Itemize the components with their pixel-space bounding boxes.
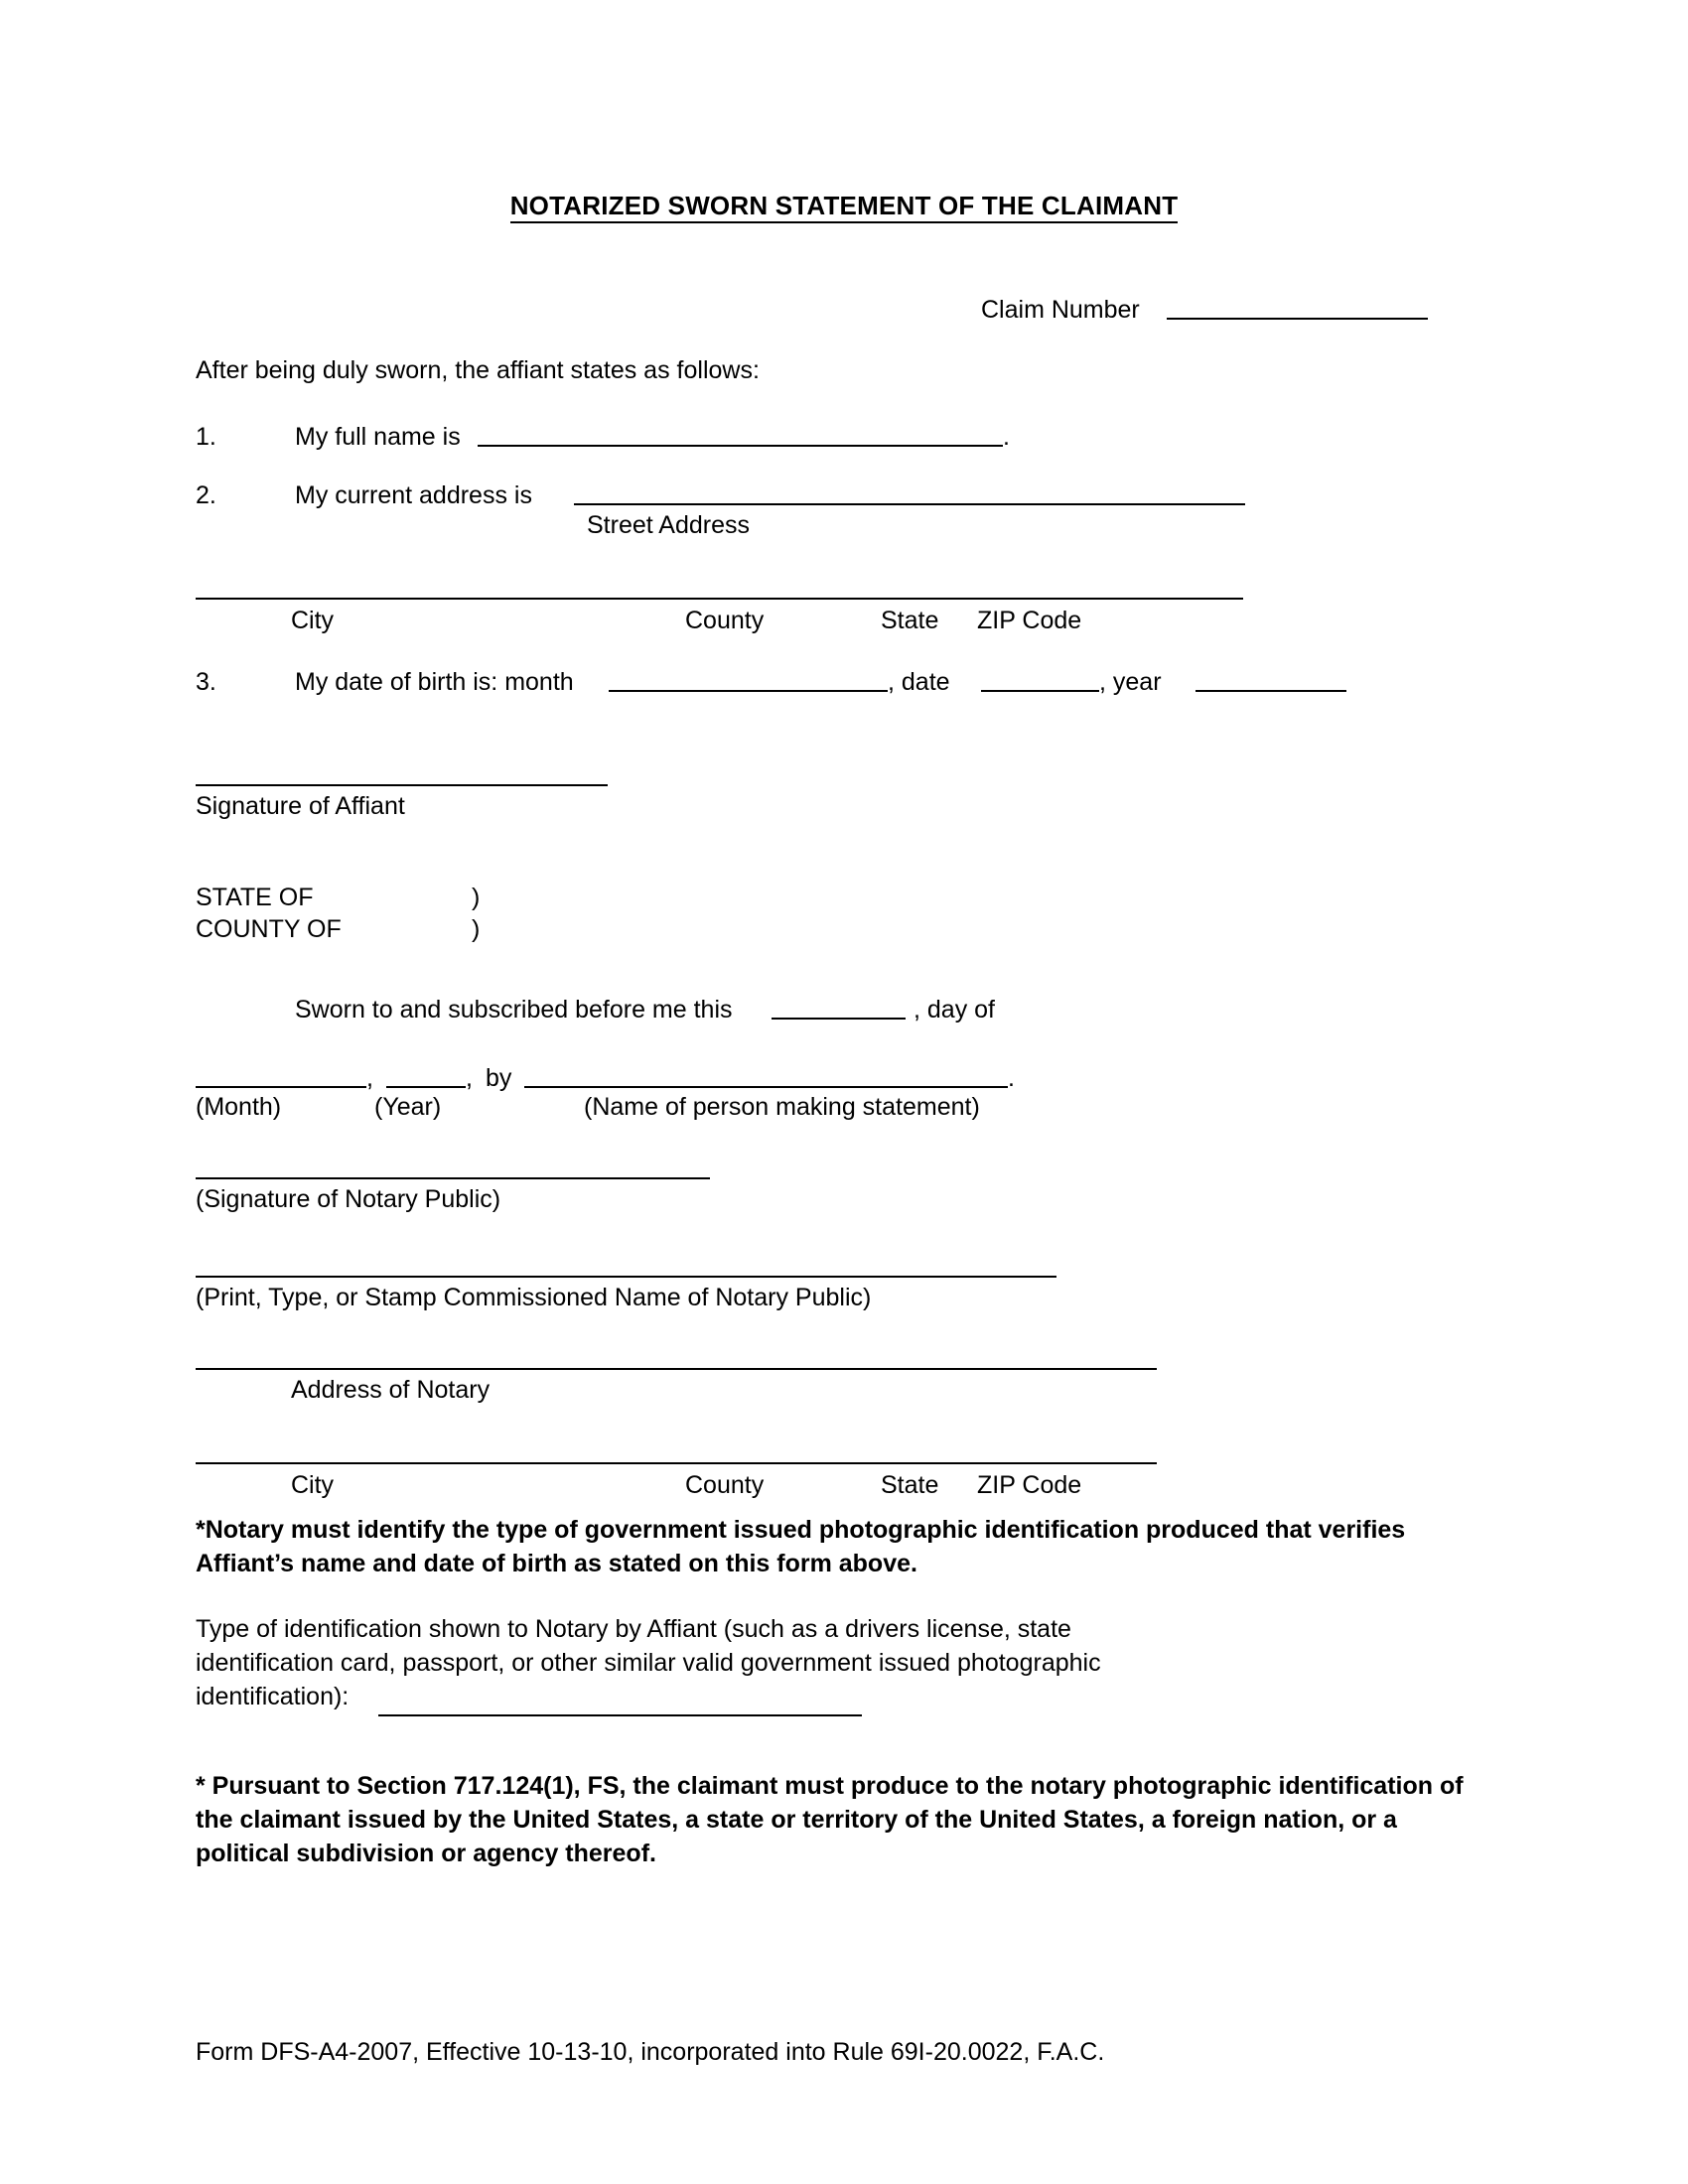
affiant-city-label: City	[291, 607, 335, 634]
notary-city-line-blank[interactable]	[196, 1462, 1157, 1464]
sworn-year-comma: ,	[466, 1064, 473, 1092]
year-sublabel: (Year)	[374, 1093, 442, 1121]
birth-date-blank[interactable]	[981, 690, 1099, 692]
sworn-name-period: .	[1008, 1064, 1015, 1092]
sworn-month-comma: ,	[366, 1064, 373, 1092]
sworn-name-blank[interactable]	[524, 1086, 1008, 1088]
claim-number-blank[interactable]	[1167, 318, 1428, 320]
item-3-number: 3.	[196, 668, 216, 696]
item-2-label: My current address is	[295, 481, 532, 509]
affiant-signature-label: Signature of Affiant	[196, 792, 405, 820]
notary-zip-label: ZIP Code	[977, 1471, 1082, 1499]
affiant-state-label: State	[881, 607, 939, 634]
county-of-label: COUNTY OF	[196, 915, 342, 943]
state-of-paren: )	[472, 884, 481, 911]
county-of-paren: )	[472, 915, 481, 943]
notary-address-blank[interactable]	[196, 1368, 1157, 1370]
notary-print-name-label: (Print, Type, or Stamp Commissioned Name of Notary Public)	[196, 1284, 872, 1311]
item-1-label: My full name is	[295, 423, 461, 451]
sworn-by-text: by	[486, 1064, 512, 1092]
notary-warning-text: *Notary must identify the type of government issued photographic identification produced that verifies Affiant’s name and date of birth as stated on this form above.	[196, 1516, 1406, 1577]
birth-year-blank[interactable]	[1196, 690, 1346, 692]
item-3-label: My date of birth is: month	[295, 668, 574, 696]
form-footer: Form DFS-A4-2007, Effective 10-13-10, incorporated into Rule 69I-20.0022, F.A.C.	[196, 2038, 1105, 2066]
notary-address-label: Address of Notary	[291, 1376, 491, 1404]
claim-number-label: Claim Number	[981, 296, 1140, 324]
notary-print-name-blank[interactable]	[196, 1276, 1056, 1278]
statute-note-text: * Pursuant to Section 717.124(1), FS, the claimant must produce to the notary photographic identification of the claimant issued by the United States, a state or territory of the United States, a foreign nation, or a political subdivision or agency thereof.	[196, 1772, 1464, 1867]
name-of-person-sublabel: (Name of person making statement)	[584, 1093, 980, 1121]
item-3-mid2: , year	[1099, 668, 1162, 696]
affiant-city-line-blank[interactable]	[196, 598, 1243, 600]
affiant-zip-label: ZIP Code	[977, 607, 1082, 634]
street-address-blank[interactable]	[574, 503, 1245, 505]
intro-text: After being duly sworn, the affiant states as follows:	[196, 356, 760, 384]
month-sublabel: (Month)	[196, 1093, 282, 1121]
page-title-text: NOTARIZED SWORN STATEMENT OF THE CLAIMANT	[510, 191, 1179, 223]
sworn-line-after: , day of	[914, 996, 995, 1024]
notary-county-label: County	[685, 1471, 765, 1499]
sworn-day-blank[interactable]	[772, 1018, 906, 1020]
notary-state-label: State	[881, 1471, 939, 1499]
sworn-line-before: Sworn to and subscribed before me this	[295, 996, 733, 1024]
sworn-month-blank[interactable]	[196, 1086, 366, 1088]
affiant-signature-blank[interactable]	[196, 784, 608, 786]
birth-month-blank[interactable]	[609, 690, 888, 692]
item-3-mid1: , date	[888, 668, 950, 696]
notary-signature-label: (Signature of Notary Public)	[196, 1185, 501, 1213]
full-name-blank[interactable]	[478, 445, 1003, 447]
notary-city-label: City	[291, 1471, 335, 1499]
street-address-label: Street Address	[587, 511, 750, 539]
page-title	[0, 191, 1688, 221]
item-1-period: .	[1003, 423, 1010, 451]
state-of-label: STATE OF	[196, 884, 314, 911]
sworn-year-blank[interactable]	[386, 1086, 466, 1088]
item-1-number: 1.	[196, 423, 216, 451]
notary-signature-blank[interactable]	[196, 1177, 710, 1179]
item-2-number: 2.	[196, 481, 216, 509]
identification-paragraph: Type of identification shown to Notary by Affiant (such as a drivers license, state identification card, passport, or other similar valid government issued photographic identification):	[196, 1615, 1101, 1710]
identification-type-blank[interactable]	[378, 1714, 862, 1716]
affiant-county-label: County	[685, 607, 765, 634]
